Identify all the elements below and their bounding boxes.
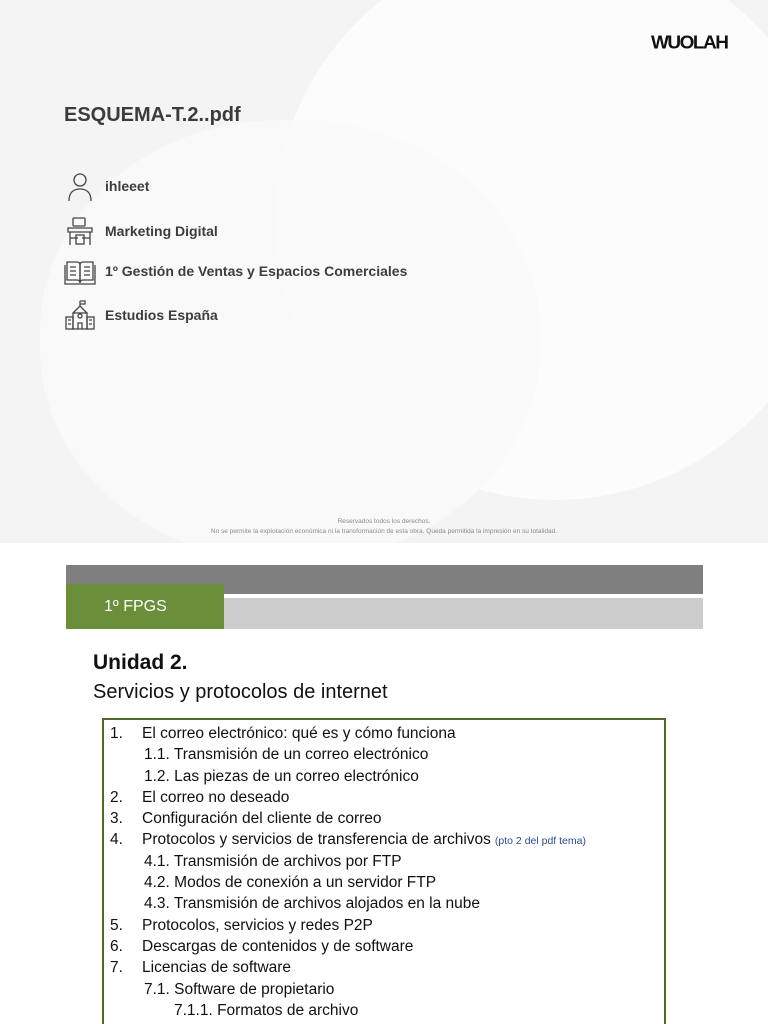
rights-notice [0, 517, 768, 537]
toc-text: Descargas de contenidos y de software [142, 937, 414, 955]
toc-text: 4.1. Transmisión de archivos por FTP [144, 852, 402, 870]
toc-text: 1.1. Transmisión de un correo electrónico [144, 746, 429, 764]
toc-text: El correo no deseado [142, 788, 290, 806]
book-icon [64, 255, 96, 287]
toc-number: 1. [110, 725, 123, 742]
unit-title: Unidad 2. [93, 651, 188, 674]
school-icon [64, 299, 96, 331]
table-of-contents [102, 718, 666, 1024]
toc-item [104, 917, 664, 938]
desk-icon [64, 215, 96, 247]
document-title: ESQUEMA-T.2..pdf [64, 104, 241, 126]
course-name: 1º Gestión de Ventas y Espacios Comerciales [105, 263, 408, 279]
toc-text: Protocolos, servicios y redes P2P [142, 916, 373, 934]
course-tag [66, 584, 224, 629]
toc-number: 5. [110, 916, 123, 934]
toc-number: 7. [110, 959, 123, 977]
toc-item [104, 789, 664, 810]
toc-text: Licencias de software [142, 959, 292, 977]
header-subbar [223, 598, 703, 629]
toc-item [104, 768, 664, 789]
toc-text-main: Protocolos y servicios de transferencia de archivos [142, 831, 491, 849]
toc-item [104, 959, 664, 980]
toc-note: (pto 2 del pdf tema) [494, 835, 586, 848]
meta-course[interactable] [64, 255, 407, 287]
toc-item [104, 831, 664, 852]
rights-line: Reservados todos los derechos. [337, 518, 431, 525]
toc-text: 4.2. Modos de conexión a un servidor FTP [144, 874, 437, 892]
toc-item [104, 853, 664, 874]
toc-number: 3. [110, 810, 123, 828]
meta-author[interactable] [64, 170, 149, 202]
meta-school[interactable] [64, 299, 218, 331]
author-name: ihleeet [105, 178, 150, 194]
toc-number: 2. [110, 788, 123, 806]
toc-item [104, 1002, 664, 1023]
toc-item [104, 725, 664, 746]
toc-item [104, 895, 664, 916]
toc-number: 6. [110, 937, 123, 955]
unit-subtitle: Servicios y protocolos de internet [93, 681, 388, 703]
toc-text: 7.1. Software de propietario [144, 980, 335, 998]
toc-text [142, 831, 586, 849]
school-name: Estudios España [105, 307, 218, 323]
user-icon [64, 170, 96, 202]
toc-text: El correo electrónico: qué es y cómo funciona [142, 725, 456, 742]
rights-line: No se permite la explotación económica ni la transformación de esta obra. Queda permitida la impresión en su totalidad. [210, 528, 558, 535]
toc-item [104, 938, 664, 959]
toc-item [104, 746, 664, 767]
toc-text: 1.2. Las piezas de un correo electrónico [144, 767, 419, 785]
toc-text: Configuración del cliente de correo [142, 810, 382, 828]
toc-item [104, 810, 664, 831]
course-tag-label: 1º FPGS [104, 597, 167, 615]
wuolah-logo[interactable]: WUOLAH [651, 33, 728, 54]
meta-subject[interactable] [64, 215, 218, 247]
toc-item [104, 981, 664, 1002]
subject-name: Marketing Digital [105, 223, 218, 239]
toc-number: 4. [110, 831, 123, 849]
toc-item [104, 874, 664, 895]
toc-text: 4.3. Transmisión de archivos alojados en la nube [144, 895, 481, 913]
toc-text: 7.1.1. Formatos de archivo [174, 1001, 359, 1019]
